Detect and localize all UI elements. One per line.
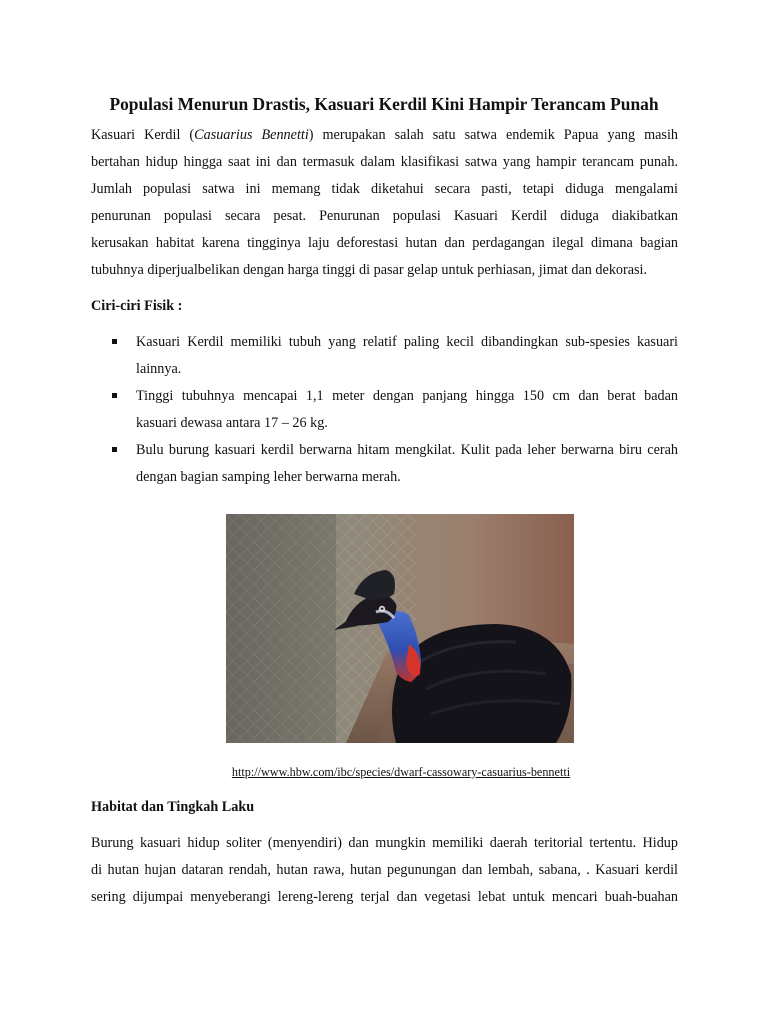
intro-text-before: Kasuari Kerdil ( <box>91 127 195 143</box>
list-item <box>112 437 678 491</box>
bullet-square-icon <box>112 447 117 452</box>
list-item-line: Tinggi tubuhnya mencapai 1,1 meter dengan panjang hingga 150 cm dan berat badan <box>136 388 678 404</box>
intro-line: bertahan hidup hingga saat ini dan termasuk dalam klasifikasi satwa yang hampir terancam punah. <box>91 154 678 170</box>
intro-line: tubuhnya diperjualbelikan dengan harga tinggi di pasar gelap untuk perhiasan, jimat dan dekorasi. <box>91 262 648 278</box>
physical-heading: Ciri-ciri Fisik : <box>91 298 183 314</box>
intro-paragraph <box>91 122 678 284</box>
list-item-line: lainnya. <box>136 361 182 377</box>
list-item-line: dengan bagian samping leher berwarna merah. <box>136 469 401 485</box>
bullet-square-icon <box>112 393 117 398</box>
cassowary-photo <box>226 514 574 743</box>
intro-line-1 <box>91 122 678 149</box>
list-item-line: Bulu burung kasuari kerdil berwarna hitam mengkilat. Kulit pada leher berwarna biru cerah <box>136 442 678 458</box>
document-title: Populasi Menurun Drastis, Kasuari Kerdil Kini Hampir Terancam Punah <box>109 94 659 114</box>
list-item-line: Kasuari Kerdil memiliki tubuh yang relatif paling kecil dibandingkan sub-spesies kasuari <box>136 334 678 350</box>
species-name: Casuarius Bennetti <box>194 127 309 143</box>
list-item <box>112 383 678 437</box>
habitat-heading: Habitat dan Tingkah Laku <box>91 799 255 815</box>
habitat-line: di hutan hujan dataran rendah, hutan rawa, hutan pegunungan dan lembah, sabana, . Kasuari kerdil <box>91 862 678 878</box>
physical-traits-list <box>112 329 678 491</box>
intro-line: Jumlah populasi satwa ini memang tidak diketahui secara pasti, tetapi diduga mengalami <box>91 181 678 197</box>
habitat-paragraph <box>91 830 678 911</box>
intro-line: penurunan populasi secara pesat. Penurunan populasi Kasuari Kerdil diduga diakibatkan <box>91 208 678 224</box>
list-item <box>112 329 678 383</box>
habitat-line: sering dijumpai menyeberangi lereng-lereng terjal dan vegetasi lebat untuk mencari buah-buahan <box>91 889 678 905</box>
intro-text-after: ) merupakan salah satu satwa endemik Papua yang masih <box>308 127 678 143</box>
intro-line: kerusakan habitat karena tingginya laju deforestasi hutan dan perdagangan ilegal dimana bagian <box>91 235 678 251</box>
bullet-square-icon <box>112 339 117 344</box>
habitat-line: Burung kasuari hidup soliter (menyendiri) dan mungkin memiliki daerah teritorial tertentu. Hidup <box>91 835 678 851</box>
list-item-line: kasuari dewasa antara 17 – 26 kg. <box>136 415 328 431</box>
image-caption-link[interactable]: http://www.hbw.com/ibc/species/dwarf-cassowary-casuarius-bennetti <box>231 765 571 779</box>
